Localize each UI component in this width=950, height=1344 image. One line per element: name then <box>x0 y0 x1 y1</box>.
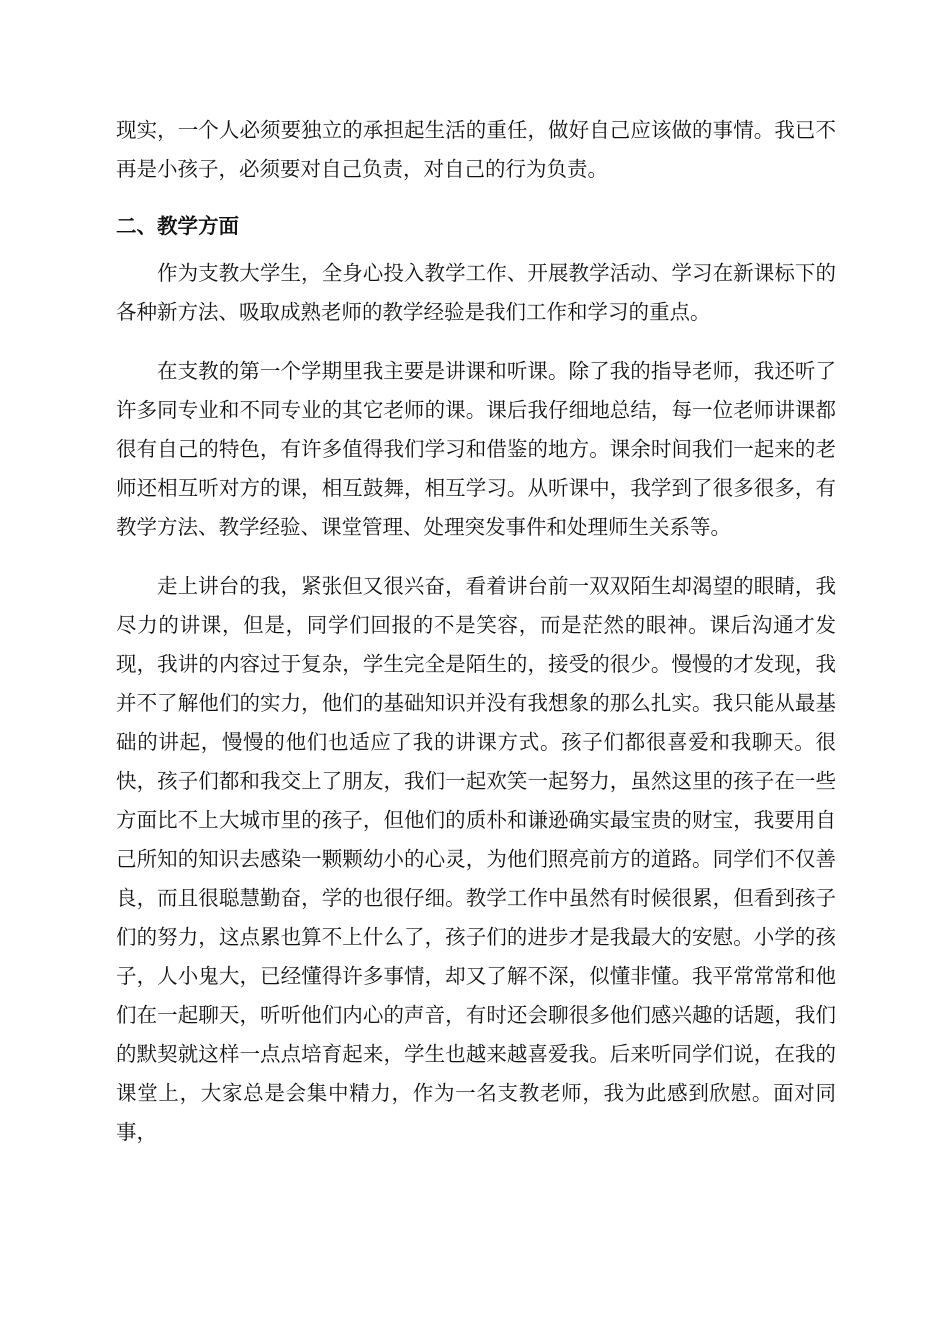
document-body <box>116 111 836 1152</box>
paragraph-continuation: 现实，一个人必须要独立的承担起生活的重任，做好自己应该做的事情。我已不再是小孩子，必须要对自己负责，对自己的行为负责。 <box>116 118 836 181</box>
paragraph-classroom: 走上讲台的我，紧张但又很兴奋，看着讲台前一双双陌生却渴望的眼睛，我尽力的讲课，但是，同学们回报的不是笑容，而是茫然的眼神。课后沟通才发现，我讲的内容过于复杂，学生完全是陌生的，接受的很少。慢慢的才发现，我并不了解他们的实力，他们的基础知识并没有我想象的那么扎实。我只能从最基础的讲起，慢慢的他们也适应了我的讲课方式。孩子们都很喜爱和我聊天。很快，孩子们都和我交上了朋友，我们一起欢笑一起努力，虽然这里的孩子在一些方面比不上大城市里的孩子，但他们的质朴和谦逊确实最宝贵的财宝，我要用自己所知的知识去感染一颗颗幼小的心灵，为他们照亮前方的道路。同学们不仅善良，而且很聪慧勤奋，学的也很仔细。教学工作中虽然有时候很累，但看到孩子们的努力，这点累也算不上什么了，孩子们的进步才是我最大的安慰。小学的孩子，人小鬼大，已经懂得许多事情，却又了解不深，似懂非懂。我平常常常和他们在一起聊天，听听他们内心的声音，有时还会聊很多他们感兴趣的话题，我们的默契就这样一点点培育起来，学生也越来越喜爱我。后来听同学们说，在我的课堂上，大家总是会集中精力，作为一名支教老师，我为此感到欣慰。面对同事， <box>116 574 836 1144</box>
section-heading: 二、教学方面 <box>116 214 239 238</box>
paragraph-teaching-intro: 作为支教大学生，全身心投入教学工作、开展教学活动、学习在新课标下的各种新方法、吸取成熟老师的教学经验是我们工作和学习的重点。 <box>116 261 836 324</box>
paragraph-lectures: 在支教的第一个学期里我主要是讲课和听课。除了我的指导老师，我还听了许多同专业和不同专业的其它老师的课。课后我仔细地总结，每一位老师讲课都很有自己的特色，有许多值得我们学习和借鉴的地方。课余时间我们一起来的老师还相互听对方的课，相互鼓舞，相互学习。从听课中，我学到了很多很多，有教学方法、教学经验、课堂管理、处理突发事件和处理师生关系等。 <box>116 359 836 539</box>
